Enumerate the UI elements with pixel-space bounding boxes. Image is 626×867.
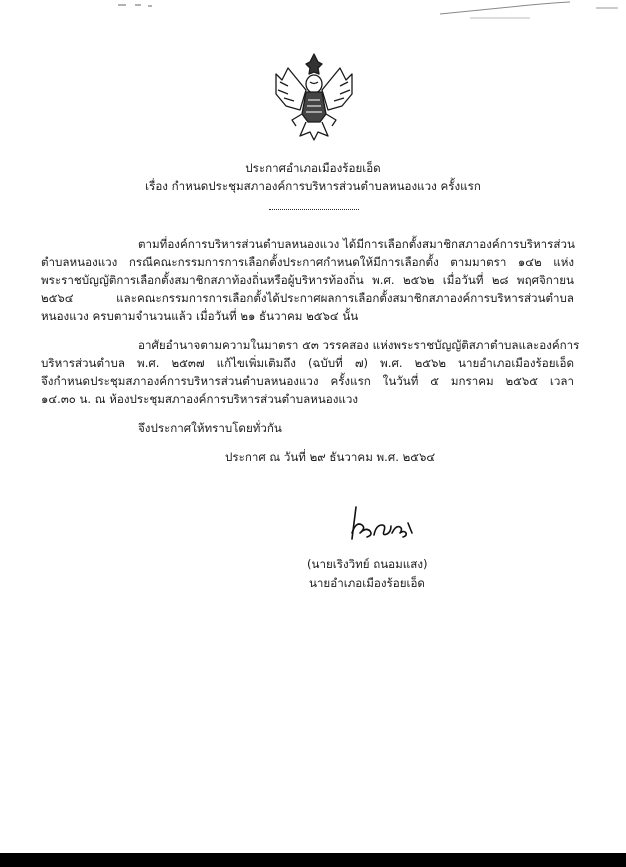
signatory-position: นายอำเภอเมืองร้อยเอ็ด <box>309 576 425 590</box>
document-subject: เรื่อง กำหนดประชุมสภาองค์การบริหารส่วนตำบลหนองแวง ครั้งแรก <box>145 179 481 193</box>
paragraph-2-line-1: อาศัยอำนาจตามความในมาตรา ๕๓ วรรคสอง แห่งพระราชบัญญัติสภาตำบลและองค์การ <box>138 338 580 352</box>
paragraph-1-line-2: ตำบลหนองแวง กรณีคณะกรรมการการเลือกตั้งประกาศกำหนดให้มีการเลือกตั้ง ตามมาตรา ๑๔๒ แห่ง <box>41 255 574 269</box>
handwritten-signature <box>350 503 420 543</box>
paragraph-2-line-3: จึงกำหนดประชุมสภาองค์การบริหารส่วนตำบลหนองแวง ครั้งแรก ในวันที่ ๕ มกราคม ๒๕๖๕ เวลา <box>41 374 574 388</box>
paragraph-1-line-5: หนองแวง ครบตามจำนวนแล้ว เมื่อวันที่ ๒๑ ธันวาคม ๒๕๖๔ นั้น <box>41 309 359 323</box>
paragraph-1-line-1: ตามที่องค์การบริหารส่วนตำบลหนองแวง ได้มีการเลือกตั้งสมาชิกสภาองค์การบริหารส่วน <box>138 237 575 251</box>
paragraph-1-line-4: ๒๕๖๔ และคณะกรรมการการเลือกตั้งได้ประกาศผลการเลือกตั้งสมาชิกสภาองค์การบริหารส่วนตำบล <box>41 291 574 305</box>
signatory-name: (นายเริงวิทย์ ถนอมแสง) <box>307 557 428 571</box>
document-title: ประกาศอำเภอเมืองร้อยเอ็ด <box>245 161 381 175</box>
paragraph-2-line-2: บริหารส่วนตำบล พ.ศ. ๒๕๓๗ แก้ไขเพิ่มเติมถึง (ฉบับที่ ๗) พ.ศ. ๒๕๖๒ นายอำเภอเมืองร้อยเอ็ด <box>41 356 574 370</box>
closing-statement: จึงประกาศให้ทราบโดยทั่วกัน <box>138 421 282 435</box>
title-divider <box>269 209 359 210</box>
paragraph-1-line-3: พระราชบัญญัติการเลือกตั้งสมาชิกสภาท้องถิ่นหรือผู้บริหารท้องถิ่น พ.ศ. ๒๕๖๒ เมื่อวันที่ ๒๘ พฤศจิกายน <box>41 273 574 287</box>
paragraph-2-line-4: ๑๔.๓๐ น. ณ ห้องประชุมสภาองค์การบริหารส่วนตำบลหนองแวง <box>41 392 359 406</box>
scan-noise-top <box>0 0 626 22</box>
scan-border-bottom <box>0 853 626 867</box>
announcement-date: ประกาศ ณ วันที่ ๒๙ ธันวาคม พ.ศ. ๒๕๖๔ <box>225 450 436 464</box>
garuda-emblem-icon <box>266 50 362 146</box>
